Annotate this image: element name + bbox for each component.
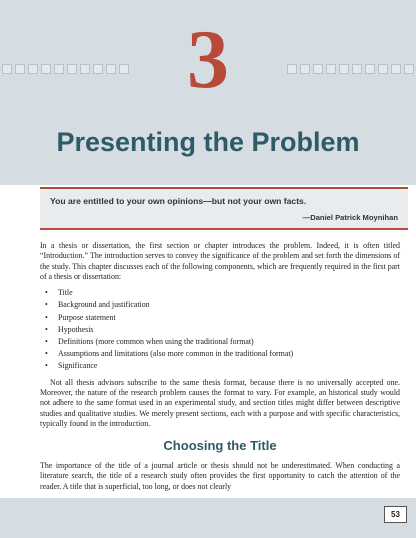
list-item: • Assumptions and limitations (also more common in the traditional format)	[40, 348, 400, 360]
list-item: • Background and justification	[40, 299, 400, 311]
section-paragraph: The importance of the title of a journal article or thesis should not be underestimated. When conducting a literature search, the title of a research study often provides the first opportunity to catch the attention of the reader. A title that is superficial, too long, or does not clearly	[40, 461, 400, 491]
page-number: 53	[384, 506, 407, 523]
bullet-icon: •	[45, 312, 48, 322]
components-list	[40, 287, 400, 372]
epigraph-quote: You are entitled to your own opinions—but not your own facts.	[50, 196, 307, 206]
bullet-icon: •	[45, 324, 48, 334]
list-item: • Hypothesis	[40, 324, 400, 336]
bullet-icon: •	[45, 300, 48, 310]
footer-band	[0, 498, 416, 538]
list-item: • Significance	[40, 360, 400, 372]
body-text	[40, 241, 400, 492]
bullet-icon: •	[45, 288, 48, 298]
chapter-header-band	[0, 0, 416, 185]
format-paragraph: Not all thesis advisors subscribe to the same thesis format, because there is no universally accepted one. Moreover, the nature of the research problem causes the format to vary. For example, an historical study would not adhere to the same format used in an experimental study, and section titles might differ between descriptive studies and qualitative studies. We merely present sections, each with a purpose and with specific characteristics, typically found in the introduction.	[40, 377, 400, 428]
section-heading: Choosing the Title	[163, 438, 277, 454]
chapter-title: Presenting the Problem	[56, 127, 360, 157]
bullet-icon: •	[45, 337, 48, 346]
intro-paragraph: In a thesis or dissertation, the first section or chapter introduces the problem. Indeed, it is often titled “Introduction.” The introduction serves to convey the significance of the problem and set forth the dimensions of the study. This chapter discusses each of the following components, which are frequently required in the first part of a thesis or dissertation:	[40, 241, 400, 281]
chapter-number: 3	[187, 13, 229, 106]
bullet-icon: •	[45, 361, 48, 371]
list-item: • Definitions (more common when using the traditional format)	[40, 336, 400, 348]
list-item: • Title	[40, 287, 400, 299]
list-item: • Purpose statement	[40, 312, 400, 324]
bullet-icon: •	[45, 349, 48, 359]
epigraph-box	[40, 187, 408, 230]
epigraph-attribution: —Daniel Patrick Moynihan	[302, 213, 398, 222]
